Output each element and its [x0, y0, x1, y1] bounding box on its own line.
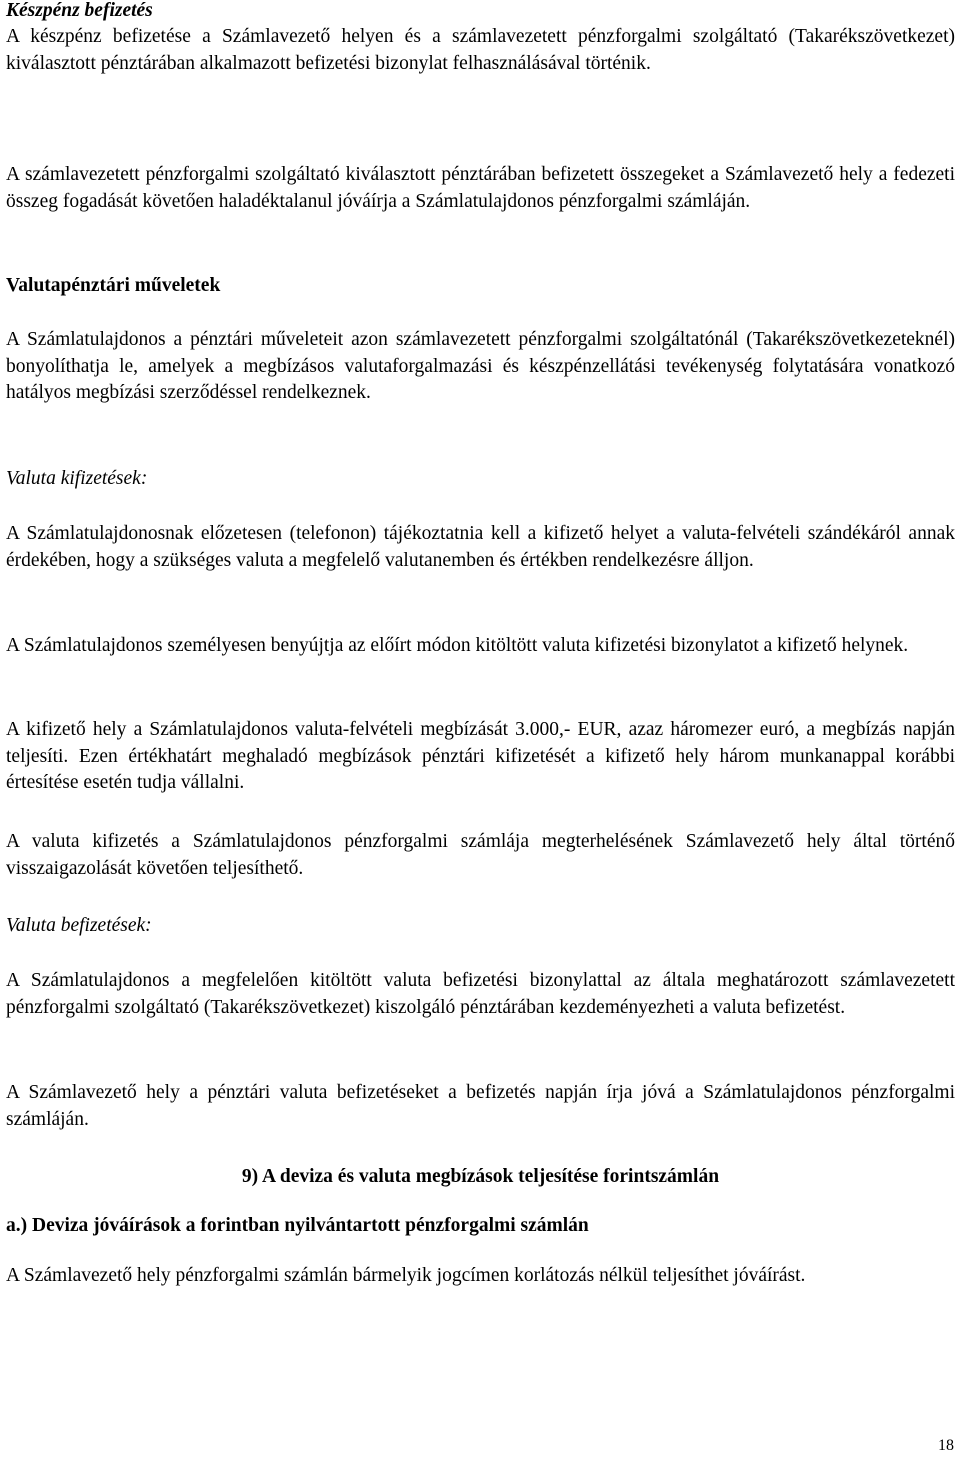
paragraph-fx-withdrawals-3: A kifizető hely a Számlatulajdonos valuta-felvételi megbízását 3.000,- EUR, azaz háromezer euró, a megbízás napján teljesíti. Ezen értékhatárt meghaladó megbízások pénztári kifizetését a kifizető hely három munkanappal korábbi értesítése esetén tudja vállalni.	[6, 719, 955, 793]
paragraph-fx-withdrawals-2: A Számlatulajdonos személyesen benyújtja az előírt módon kitöltött valuta kifizetési bizonylatot a kifizető helynek.	[6, 635, 909, 656]
page-number: 18	[938, 1437, 954, 1454]
paragraph-fx-withdrawals-4: A valuta kifizetés a Számlatulajdonos pénzforgalmi számlája megterhelésének Számlavezető hely által történő visszaigazolását követően teljesíthető.	[6, 831, 955, 879]
paragraph-fx-withdrawals-1: A Számlatulajdonosnak előzetesen (telefonon) tájékoztatnia kell a kifizető helyet a valuta-felvételi szándékáról annak érdekében, hogy a szükséges valuta a megfelelő valutanemben és értékben rendelkezésre álljon.	[6, 523, 955, 571]
heading-section-9: 9) A deviza és valuta megbízások teljesítése forintszámlán	[241, 1166, 720, 1187]
paragraph-cash-deposit-1: A készpénz befizetése a Számlavezető helyen és a számlavezetett pénzforgalmi szolgáltató (Takarékszövetkezet) kiválasztott pénztárában alkalmazott befizetési bizonylat felhasználásával történik.	[6, 26, 955, 74]
heading-cash-deposit: Készpénz befizetés	[6, 0, 153, 21]
heading-section-9a: a.) Deviza jóváírások a forintban nyilvántartott pénzforgalmi számlán	[6, 1215, 589, 1236]
paragraph-cash-deposit-2: A számlavezetett pénzforgalmi szolgáltató kiválasztott pénztárában befizetett összegeket a Számlavezető hely a fedezeti összeg fogadását követően haladéktalanul jóváírja a Számlatulajdonos pénzforgalmi számláján.	[6, 164, 955, 212]
paragraph-fx-deposits-1: A Számlatulajdonos a megfelelően kitöltött valuta befizetési bizonylattal az általa meghatározott számlavezetett pénzforgalmi szolgáltató (Takarékszövetkezet) kiszolgáló pénztárában kezdeményezheti a valuta befizetést.	[6, 970, 955, 1018]
paragraph-section-9a-1: A Számlavezető hely pénzforgalmi számlán bármelyik jogcímen korlátozás nélkül teljesíthet jóváírást.	[6, 1265, 806, 1286]
paragraph-fx-deposits-2: A Számlavezető hely a pénztári valuta befizetéseket a befizetés napján írja jóvá a Számlatulajdonos pénzforgalmi számláján.	[6, 1082, 955, 1130]
heading-fx-deposits: Valuta befizetések:	[6, 915, 152, 936]
heading-fx-operations: Valutapénztári műveletek	[6, 275, 221, 296]
paragraph-fx-operations-1: A Számlatulajdonos a pénztári műveleteit azon számlavezetett pénzforgalmi szolgáltatónál (Takarékszövetkezeteknél) bonyolíthatja le, amelyek a megbízásos valutaforgalmazási és készpénzellátási tevékenység folytatására vonatkozó hatályos megbízási szerződéssel rendelkeznek.	[6, 329, 955, 403]
heading-fx-withdrawals: Valuta kifizetések:	[6, 468, 148, 489]
